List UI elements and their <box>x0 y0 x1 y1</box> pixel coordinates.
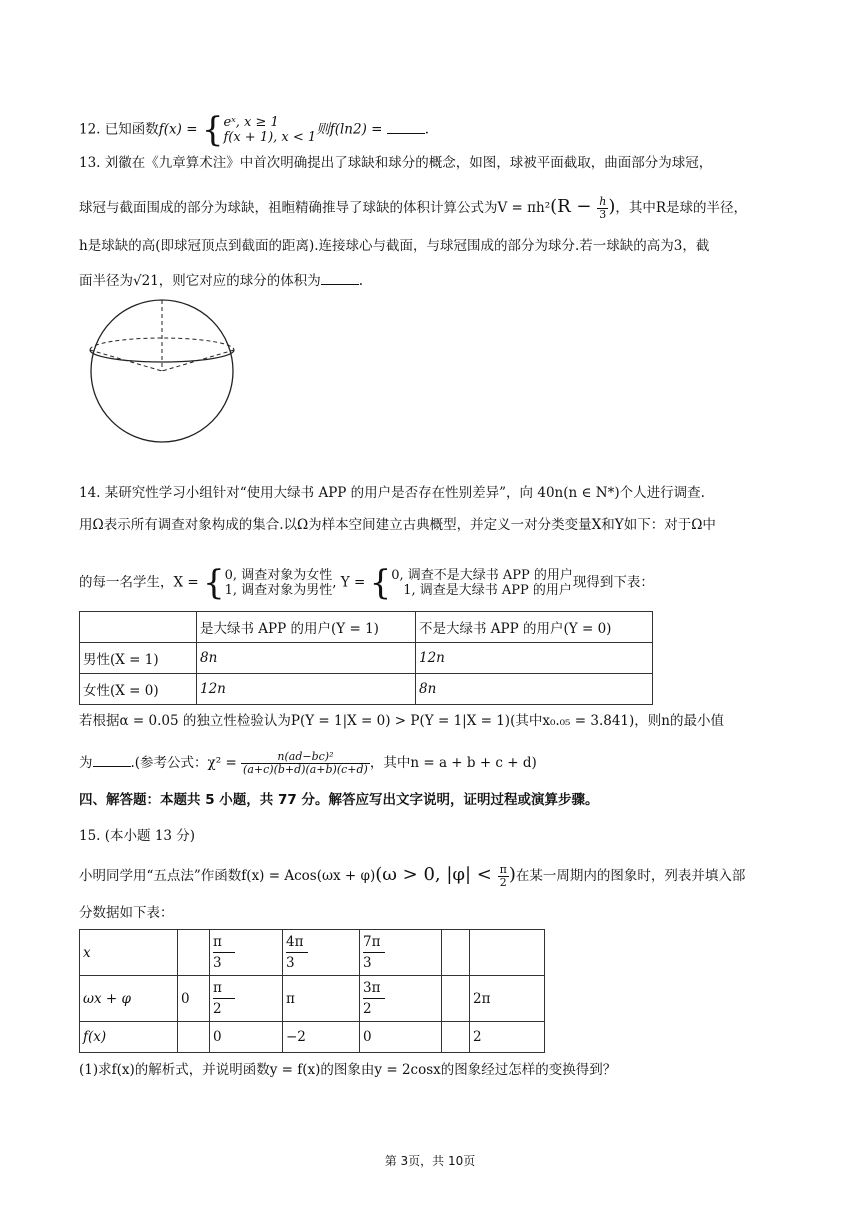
q15-part1: (1)求f(x)的解析式，并说明函数y = f(x)的图象由y = 2cosx的图象经过怎样的变换得到？ <box>79 1062 617 1078</box>
q15-title: 15. (本小题 13 分) <box>79 828 196 844</box>
q14-x-case2: 1, 调查对象为男性 <box>224 583 333 598</box>
x-frac <box>286 932 308 973</box>
q15-line1a: 小明同学用“五点法”作函数f(x) = Acos(ωx + φ) <box>79 868 376 884</box>
q14-line3a: 的每一名学生，X = <box>79 574 204 591</box>
table-cell: ωx + φ <box>80 976 178 1022</box>
q15-line2: 分数据如下表： <box>79 905 174 921</box>
q13-line2a: 球冠与截面围成的部分为球缺，祖暅精确推导了球缺的体积计算公式为V = πh² <box>79 200 551 216</box>
table-cell <box>210 976 283 1022</box>
table-cell: x <box>80 930 178 976</box>
phase-frac <box>213 978 235 1019</box>
q12-prefix: 12. 已知函数 <box>79 121 159 138</box>
phase-frac-den: 2 <box>363 1001 372 1017</box>
q14-line4: 若根据α = 0.05 的独立性检验认为P(Y = 1|X = 0) > P(Y = 1|X = 1)(其中x₀.₀₅ = 3.841)，则n的最小值 <box>79 713 724 729</box>
q14-line1: 14. 某研究性学习小组针对“使用大绿书 APP 的用户是否存在性别差异”，向 40n(n ∈ N*)个人进行调查. <box>79 485 705 501</box>
table-cell: 12n <box>197 674 416 705</box>
q13-frac <box>597 196 608 221</box>
table-cell <box>360 976 442 1022</box>
table-cell: −2 <box>283 1022 360 1053</box>
answer-blank <box>93 752 131 767</box>
table-cell <box>80 612 197 643</box>
q15-cond: (ω > 0, |φ| < <box>375 864 498 885</box>
table-cell: 2π <box>470 976 545 1022</box>
table-cell: 0 <box>178 976 210 1022</box>
x-frac-den: 3 <box>363 955 372 971</box>
table-cell <box>283 930 360 976</box>
q14-line3 <box>79 563 654 603</box>
table-header: 不是大绿书 APP 的用户(Y = 0) <box>416 612 653 643</box>
q13-paren-right: ) <box>608 196 616 217</box>
table-row <box>80 1022 545 1053</box>
answer-blank <box>387 119 425 134</box>
q14-line3b: , Y = <box>332 574 370 591</box>
q14-line2: 用Ω表示所有调查对象构成的集合.以Ω为样本空间建立古典概型，并定义一对分类变量X和Y如下：对于Ω中 <box>79 517 716 533</box>
q13-line4: 面半径为√21，则它对应的球分的体积为 . <box>79 270 363 291</box>
q13-line2c: ，其中R是球的半径， <box>615 200 748 216</box>
q12-suffix: 则f(ln2) = <box>316 121 383 138</box>
q14-y-cases <box>391 568 573 598</box>
radius-dashed-line-left <box>90 350 162 371</box>
q15-table <box>79 929 545 1053</box>
sphere-figure <box>76 298 248 446</box>
q15-cond-frac <box>498 864 509 889</box>
table-cell: 0 <box>210 1022 283 1053</box>
q12-case2: f(x + 1), x < 1 <box>223 130 317 145</box>
q13-line4a: 面半径为√21，则它对应的球分的体积为 <box>79 273 321 289</box>
x-frac-den: 3 <box>286 955 295 971</box>
q12-line: 12. 已知函数f(x) = { eˣ, x ≥ 1 f(x + 1), x < 1 则f(ln2) = . <box>79 110 430 150</box>
q14-formula-frac <box>241 751 370 776</box>
q14-line3c: 现得到下表： <box>572 574 654 591</box>
q15-line1 <box>79 864 745 889</box>
q13-paren-left: (R − <box>550 196 598 217</box>
q13-line2 <box>79 196 747 221</box>
x-frac-num: π <box>213 932 235 953</box>
table-cell <box>178 930 210 976</box>
q12-cases <box>223 115 316 145</box>
table-cell <box>178 1022 210 1053</box>
table-cell <box>470 930 545 976</box>
table-row <box>80 674 653 705</box>
phase-frac <box>363 978 385 1019</box>
table-cell <box>442 976 470 1022</box>
q12-fx: f(x) = <box>158 121 202 138</box>
q14-x-cases <box>225 568 333 598</box>
table-cell: 女性(X = 0) <box>80 674 197 705</box>
x-frac-num: 7π <box>363 932 385 953</box>
table-row <box>80 930 545 976</box>
table-cell: π <box>283 976 360 1022</box>
table-cell <box>442 930 470 976</box>
page-footer: 第 3页，共 10页 <box>384 1154 476 1168</box>
q14-y-case1: 0, 调查不是大绿书 APP 的用户 <box>391 568 573 583</box>
q14-formula-den: (a+c)(b+d)(a+b)(c+d) <box>243 763 368 776</box>
q14-formula-num: n(ad−bc)² <box>241 751 370 764</box>
table-row <box>80 612 653 643</box>
q14-x-case1: 0, 调查对象为女性 <box>224 568 333 583</box>
q15-cond-num: π <box>499 863 507 876</box>
brace-glyph: { <box>201 110 224 150</box>
q15-line1b: 在某一周期内的图象时，列表并填入部 <box>515 868 746 884</box>
table-cell: 2 <box>470 1022 545 1053</box>
table-header: 是大绿书 APP 的用户(Y = 1) <box>197 612 416 643</box>
table-row <box>80 643 653 674</box>
phase-frac-den: 2 <box>213 1001 222 1017</box>
q14-line5c: ，其中n = a + b + c + d) <box>369 755 537 771</box>
radius-dashed-line-right <box>162 350 234 371</box>
x-frac <box>213 932 235 973</box>
q13-line1: 13. 刘徽在《九章算术注》中首次明确提出了球缺和球分的概念，如图，球被平面截取，曲面部分为球冠， <box>79 155 713 171</box>
q14-line5 <box>79 751 537 776</box>
answer-blank <box>321 270 359 285</box>
q15-cond-den: 2 <box>499 876 507 889</box>
q14-line5b: .(参考公式：χ² = <box>130 755 242 771</box>
table-cell: f(x) <box>80 1022 178 1053</box>
brace-glyph: { <box>369 563 392 603</box>
q13-frac-num: h <box>599 195 607 208</box>
q13-frac-den: 3 <box>599 208 607 221</box>
table-cell: 0 <box>360 1022 442 1053</box>
phase-frac-num: π <box>213 978 235 999</box>
table-cell <box>210 930 283 976</box>
table-cell <box>360 930 442 976</box>
table-row <box>80 976 545 1022</box>
q14-table <box>79 611 653 705</box>
x-frac-num: 4π <box>286 932 308 953</box>
x-frac-den: 3 <box>213 955 222 971</box>
table-cell: 8n <box>197 643 416 674</box>
q15-cond-end: ) <box>508 864 516 885</box>
x-frac <box>363 932 385 973</box>
q14-y-case2: 1, 调查是大绿书 APP 的用户 <box>403 583 572 598</box>
table-cell: 12n <box>416 643 653 674</box>
q13-line3: h是球缺的高(即球冠顶点到截面的距离).连接球心与截面，与球冠围成的部分为球分.若一球缺的高为3，截 <box>79 238 710 254</box>
phase-frac-num: 3π <box>363 978 385 999</box>
table-cell: 男性(X = 1) <box>80 643 197 674</box>
brace-glyph: { <box>203 563 225 603</box>
section-heading: 四、解答题：本题共 5 小题，共 77 分。解答应写出文字说明，证明过程或演算步骤。 <box>79 792 599 808</box>
table-cell: 8n <box>416 674 653 705</box>
q14-line5a: 为 <box>79 755 93 771</box>
table-cell <box>442 1022 470 1053</box>
q12-case1: eˣ, x ≥ 1 <box>223 115 279 130</box>
